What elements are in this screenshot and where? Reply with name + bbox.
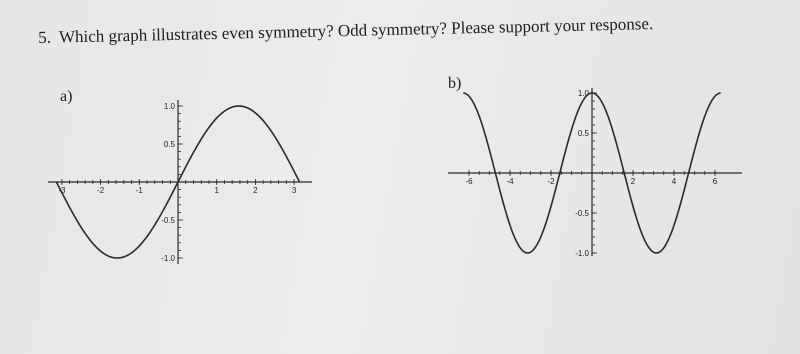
x-tick-label: -6: [465, 177, 473, 186]
y-tick-label: 0.5: [163, 140, 175, 149]
x-tick-label: 6: [712, 177, 718, 186]
y-tick-label: 1.0: [577, 89, 589, 98]
y-tick-label: -0.5: [575, 209, 589, 218]
y-tick-label: -0.5: [161, 216, 175, 225]
x-tick-label: -2: [547, 177, 555, 186]
question-body: Which graph illustrates even symmetry? Odd symmetry? Please support your response.: [58, 14, 654, 47]
x-tick-label: -2: [97, 186, 105, 195]
panel-label-a: a): [60, 88, 73, 105]
panel-label-b: b): [448, 75, 462, 92]
x-tick-label: 2: [253, 186, 258, 195]
y-tick-label: 1.0: [163, 102, 175, 111]
x-tick-label: 2: [630, 177, 636, 186]
x-tick-label: -1: [135, 186, 143, 195]
y-tick-label: 0.5: [577, 129, 589, 138]
x-tick-label: 4: [671, 177, 677, 186]
y-tick-label: -1.0: [575, 249, 589, 258]
x-tick-label: -4: [506, 177, 514, 186]
question-number: 5.: [38, 27, 52, 47]
x-tick-label: -3: [58, 186, 66, 195]
x-tick-label: 3: [291, 186, 297, 195]
x-tick-label: 1: [214, 186, 219, 195]
y-tick-label: -1.0: [161, 254, 175, 263]
